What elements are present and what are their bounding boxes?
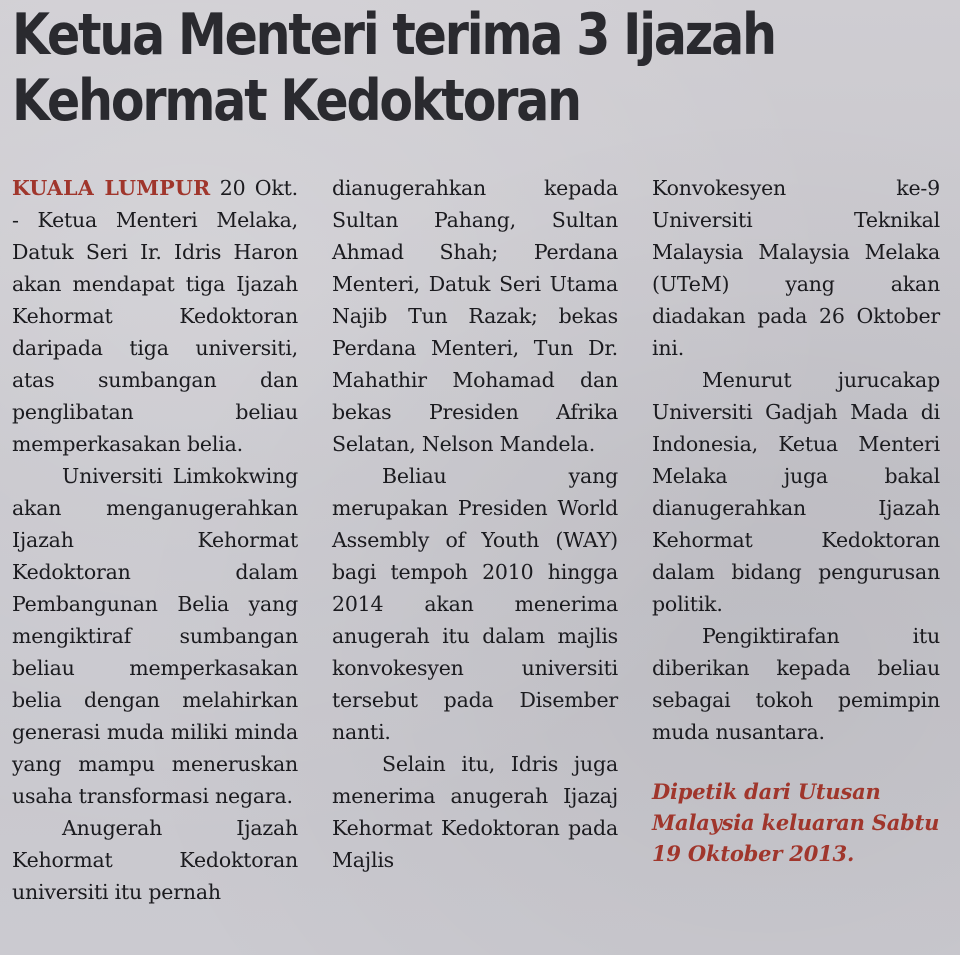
article-column-3 — [652, 172, 940, 869]
paragraph-1-text: 20 Okt. - Ketua Menteri Melaka, Datuk Seri Ir. Idris Haron akan mendapat tiga Ijazah Kehormat Kedoktoran daripada tiga universiti, atas sumbangan dan penglibatan beliau memperkasakan belia. — [12, 176, 298, 456]
article-column-2 — [332, 172, 618, 876]
paragraph-3-start: Anugerah Ijazah Kehormat Kedoktoran universiti itu pernah — [12, 816, 298, 904]
headline-line-2: Kehormat Kedoktoran — [12, 68, 580, 134]
source-note: Dipetik dari Utusan Malaysia keluaran Sabtu 19 Oktober 2013. — [652, 779, 940, 866]
article-column-1 — [12, 172, 298, 908]
dateline: KUALA LUMPUR — [12, 176, 211, 200]
paragraph-4: Beliau yang merupakan Presiden World Assembly of Youth (WAY) bagi tempoh 2010 hingga 2014 akan menerima anugerah itu dalam majlis konvokesyen universiti tersebut pada Disember nanti. — [332, 464, 618, 744]
paragraph-5-start: Selain itu, Idris juga menerima anugerah Ijazaj Kehormat Kedoktoran pada Majlis — [332, 752, 618, 872]
paragraph-1 — [12, 172, 298, 460]
headline-line-1: Ketua Menteri terima 3 Ijazah — [12, 2, 775, 68]
paragraph-3-continued: dianugerahkan kepada Sultan Pahang, Sultan Ahmad Shah; Perdana Menteri, Datuk Seri Utama Najib Tun Razak; bekas Perdana Menteri, Tun Dr. Mahathir Mohamad dan bekas Presiden Afrika Selatan, Nelson Mandela. — [332, 176, 618, 456]
headline — [12, 2, 820, 134]
paragraph-5-continued: Konvokesyen ke-9 Universiti Teknikal Malaysia Malaysia Melaka (UTeM) yang akan diadakan pada 26 Oktober ini. — [652, 176, 940, 360]
paragraph-2: Universiti Limkokwing akan menganugerahkan Ijazah Kehormat Kedoktoran dalam Pembangunan Belia yang mengiktiraf sumbangan beliau memperkasakan belia dengan melahirkan generasi muda miliki minda yang mampu meneruskan usaha transformasi negara. — [12, 464, 298, 808]
paragraph-6: Menurut jurucakap Universiti Gadjah Mada di Indonesia, Ketua Menteri Melaka juga bakal dianugerahkan Ijazah Kehormat Kedoktoran dalam bidang pengurusan politik. — [652, 368, 940, 616]
paragraph-7: Pengiktirafan itu diberikan kepada beliau sebagai tokoh pemimpin muda nusantara. — [652, 624, 940, 744]
